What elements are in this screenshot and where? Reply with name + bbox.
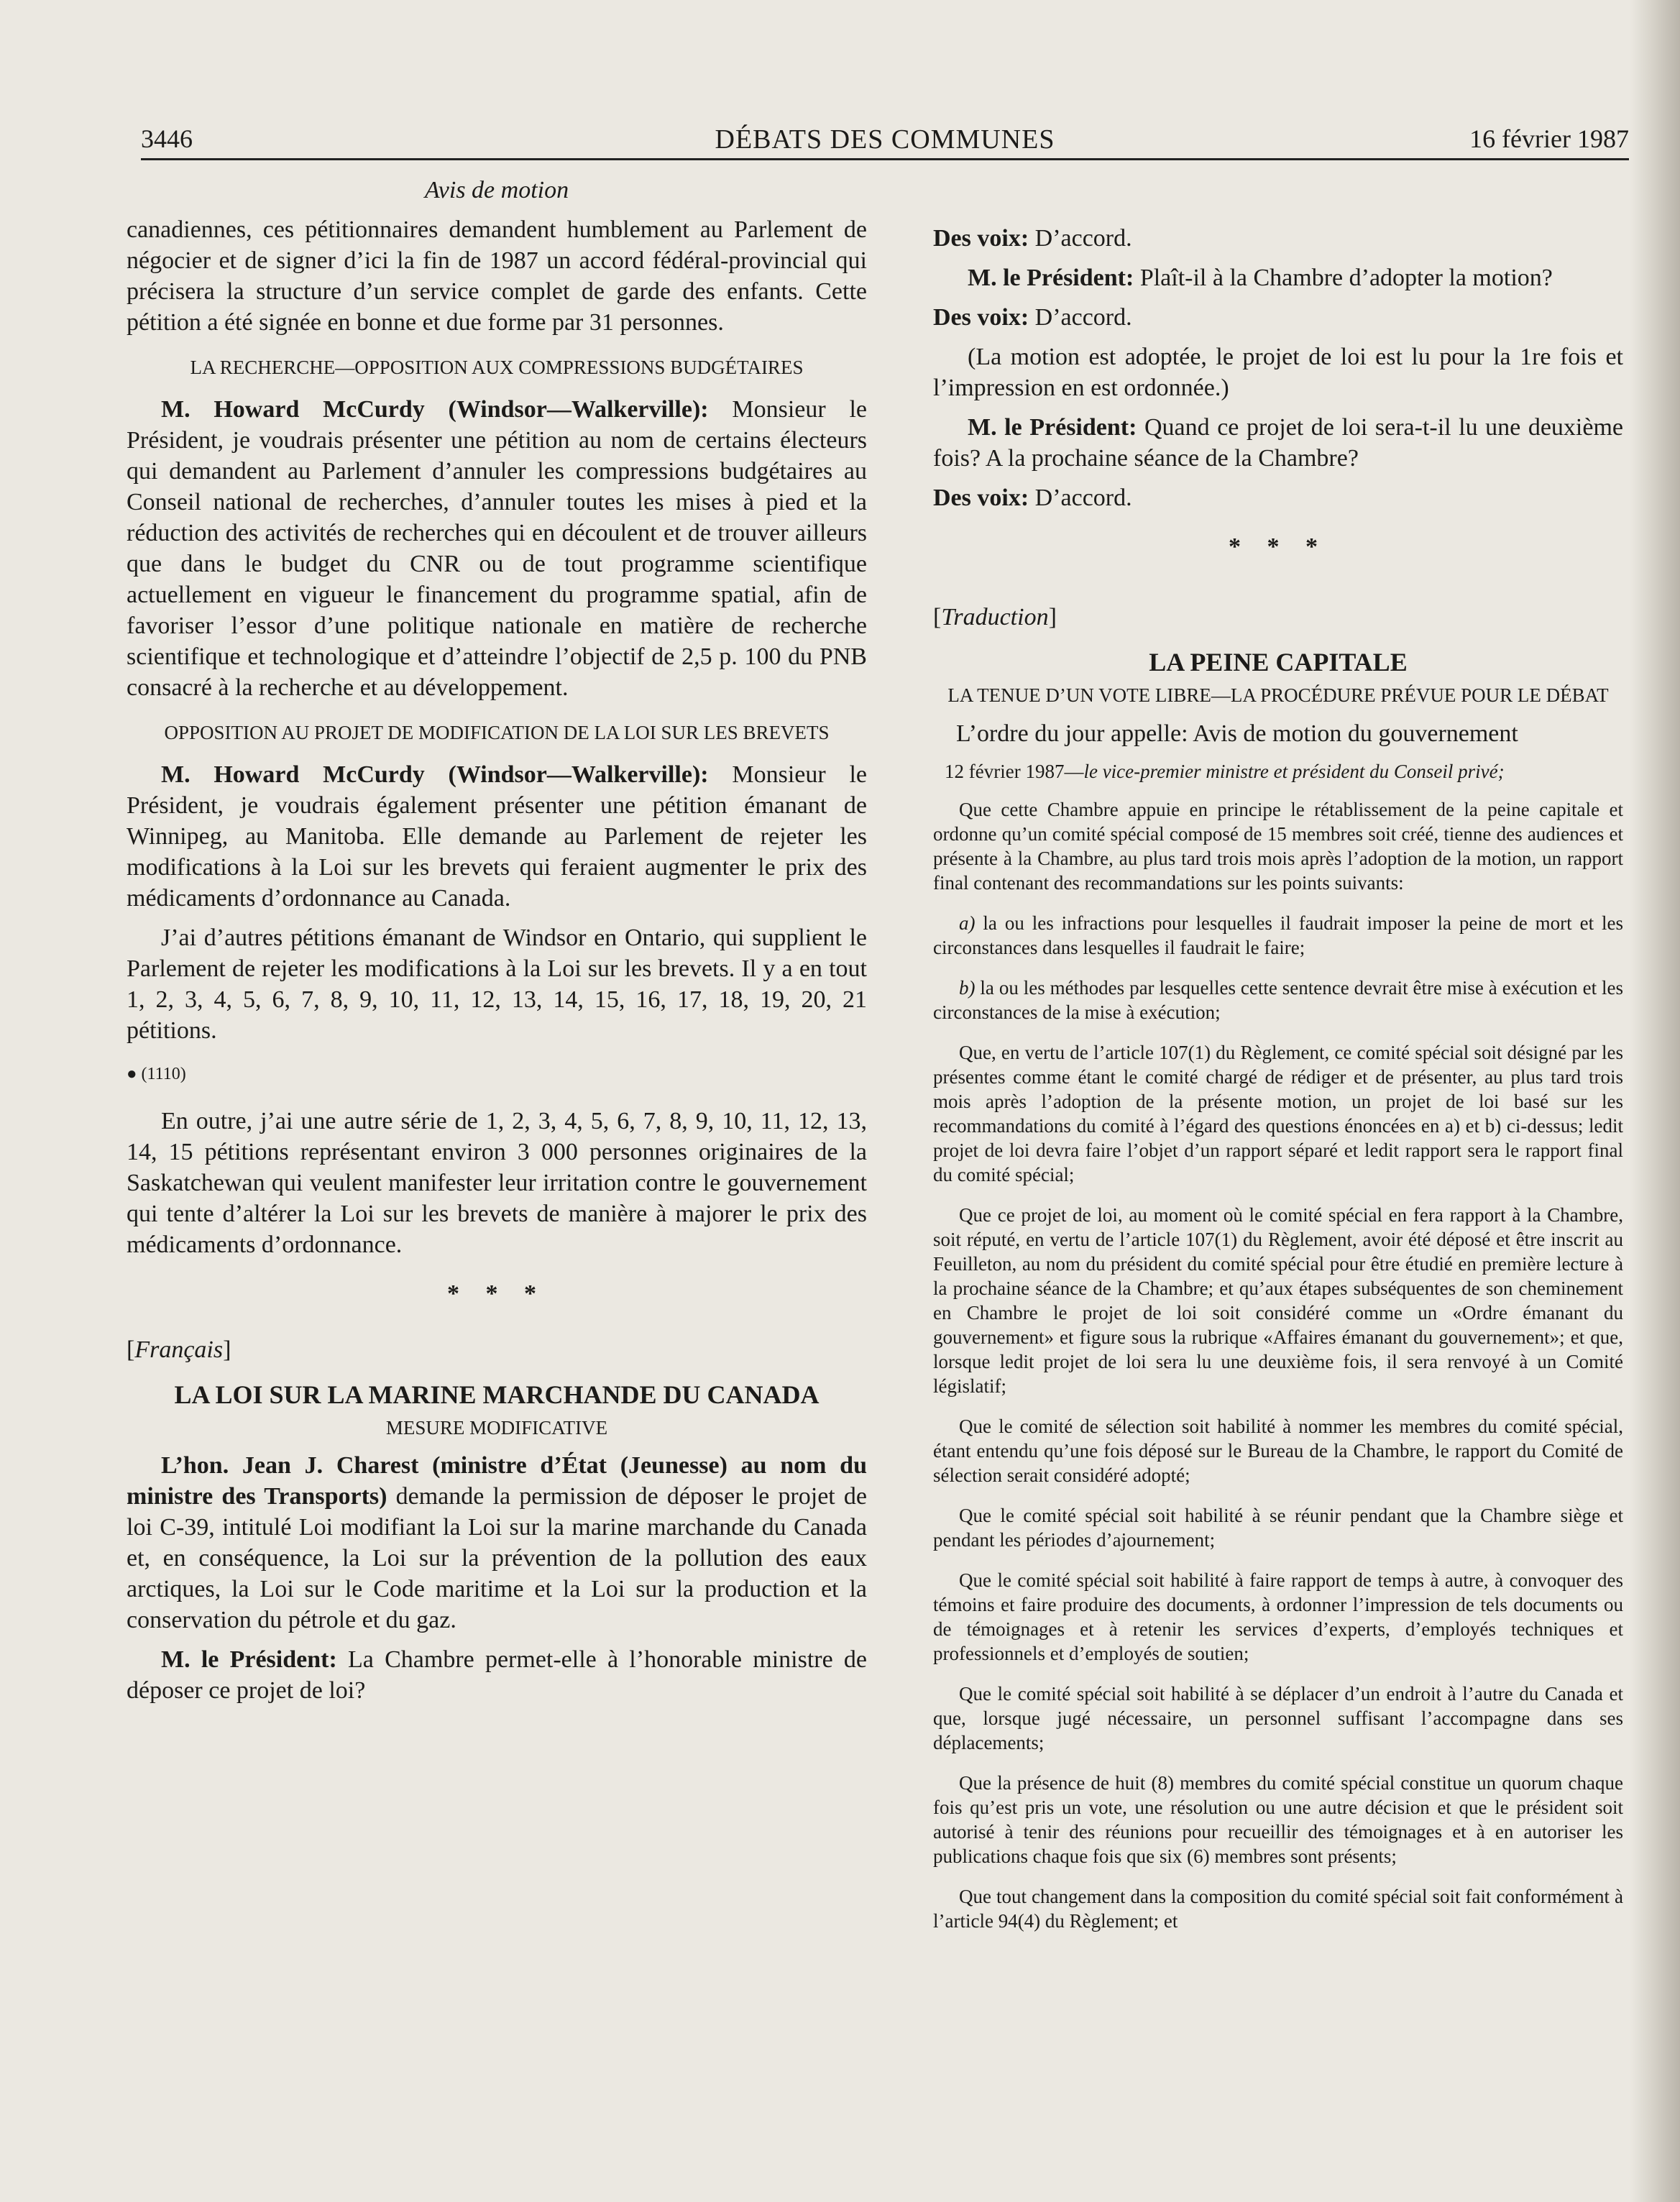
speaker-name: L’hon. Jean J. Charest (ministre d’État (Jeunesse) au nom du ministre des Transports) — [127, 1452, 867, 1510]
right-column — [933, 173, 1623, 2202]
subheading: MESURE MODIFICATIVE — [385, 1417, 608, 1439]
motion-clause: Que le comité spécial soit habilité à faire rapport de temps à autre, à convoquer des témoins et faire produire des documents, à ordonner l’impression de tels documents ou de témoignages et à retenir les services d’experts, d’employés techniques et professionnels et d’employés de soutien; — [933, 1569, 1623, 1664]
time-marker: ● (1110) — [127, 1065, 186, 1083]
page-number: 3446 — [141, 124, 193, 153]
paragraph — [933, 223, 1623, 254]
paragraph — [933, 302, 1623, 333]
paragraph-text: D’accord. — [1029, 485, 1132, 511]
motion-clause: Que tout changement dans la composition du comité spécial soit fait conformément à l’article 94(4) du Règlement; et — [933, 1886, 1623, 1932]
language-tag-text: Traduction — [941, 604, 1049, 630]
subclause-text: la ou les méthodes par lesquelles cette sentence devrait être mise à exécution et les circonstances de la mise à exécution; — [933, 977, 1623, 1023]
language-tag: [Français] — [127, 1336, 231, 1363]
paragraph: J’ai d’autres pétitions émanant de Windsor en Ontario, qui supplient le Parlement de rejeter les modifications à la Loi sur les brevets. Il y a en tout 1, 2, 3, 4, 5, 6, 7, 8, 9, 10, 11, 12, 13, 14, 15, 16, 17, 18, 19, 20, 21 pétitions. — [127, 925, 867, 1044]
paragraph — [933, 482, 1623, 513]
motion-clause: Que le comité de sélection soit habilité à nommer les membres du comité spécial, étant entendu qu’une fois déposé sur le Bureau de la Chambre, le rapport du Comité de sélection serait considéré adopté; — [933, 1416, 1623, 1486]
motion-clause: Que le comité spécial soit habilité à se déplacer d’un endroit à l’autre du Canada et que, lorsque jugé nécessaire, un personnel suffisant l’accompagne dans ses déplacements; — [933, 1683, 1623, 1753]
subclause-letter: a) — [959, 912, 976, 934]
dateline-sponsor: le vice-premier ministre et président du Conseil privé; — [1083, 761, 1505, 782]
language-tag-text: Français — [134, 1336, 224, 1363]
paragraph-text: La Chambre permet-elle à l’honorable ministre de déposer ce projet de loi? — [127, 1646, 867, 1704]
paragraph-text: Plaît-il à la Chambre d’adopter la motion? — [1134, 265, 1553, 291]
paragraph: En outre, j’ai une autre série de 1, 2, 3, 4, 5, 6, 7, 8, 9, 10, 11, 12, 13, 14, 15 pétitions représentant environ 3 000 personnes originaires de la Saskatchewan qui veulent manifester leur irritation contre le gouvernement qui tente d’altérer la Loi sur les brevets de manière à majorer le prix des médicaments d’ordonnance. — [127, 1108, 867, 1258]
paragraph-text: Quand ce projet de loi sera-t-il lu une deuxième fois? A la prochaine séance de la Chambre? — [933, 414, 1623, 472]
motion-subclause — [933, 976, 1623, 1024]
subclause-text: la ou les infractions pour lesquelles il faudrait imposer la peine de mort et les circonstances dans lesquelles il faudrait le faire; — [933, 912, 1623, 958]
paragraph — [127, 394, 867, 703]
paragraph-text: demande la permission de déposer le projet de loi C-39, intitulé Loi modifiant la Loi sur la marine marchande du Canada et, en conséquence, la Loi sur la prévention de la pollution des eaux arctiques, la Loi sur le Code maritime et la Loi sur la production et la conservation du pétrole et du gaz. — [127, 1483, 867, 1633]
motion-dateline — [945, 761, 1623, 783]
dateline-date: 12 février 1987— — [945, 761, 1084, 782]
paragraph: canadiennes, ces pétitionnaires demandent humblement au Parlement de négocier et de signer d’ici la fin de 1987 un accord fédéral-provincial qui précisera la structure d’un service complet de garde des enfants. Cette pétition a été signée en bonne et due forme par 31 personnes. — [127, 216, 867, 336]
paragraph — [127, 759, 867, 914]
section-heading: LA PEINE CAPITALE — [1149, 648, 1408, 676]
paragraph-text: Monsieur le Président, je voudrais également présenter une pétition émanant de Winnipeg, au Manitoba. Elle demande au Parlement de rejeter les modifications à la Loi sur les brevets qui feraient augmenter le prix des médicaments d’ordonnance au Canada. — [127, 761, 867, 912]
language-tag: [Traduction] — [933, 604, 1057, 630]
speaker-name: Des voix: — [933, 225, 1029, 252]
subheading: LA TENUE D’UN VOTE LIBRE—LA PROCÉDURE PRÉVUE POUR LE DÉBAT — [947, 684, 1609, 706]
page-header — [141, 118, 1629, 160]
subclause-letter: b) — [959, 977, 976, 999]
paragraph-text: Monsieur le Président, je voudrais présenter une pétition au nom de certains électeurs qui demandent au Parlement d’annuler les compressions budgétaires au Conseil national de recherches, d’annuler toutes les mises à pied et la réduction des activités de recherches qui en découlent et de trouver ailleurs que dans le budget du CNR ou de tout programme scientifique actuellement en vigueur le financement du programme spatial, afin de favoriser l’essor d’une politique nationale en matière de recherche scientifique et technologique et d’atteindre l’objectif de 2,5 p. 100 du PNB consacré à la recherche et au développement. — [127, 396, 867, 701]
subheading: OPPOSITION AU PROJET DE MODIFICATION DE LA LOI SUR LES BREVETS — [164, 722, 830, 743]
paragraph — [933, 262, 1623, 293]
paragraph — [127, 1644, 867, 1706]
motion-clause: Que la présence de huit (8) membres du comité spécial constitue un quorum chaque fois qu’est pris un vote, une résolution ou une autre décision et que le président soit autorisé à tenir des réunions pour recueillir des témoignages et à en autoriser les publications chaque fois que six (6) membres sont présents; — [933, 1772, 1623, 1867]
speaker-name: M. le Président: — [968, 414, 1137, 441]
paragraph-text: D’accord. — [1029, 225, 1132, 252]
motion-clause: Que, en vertu de l’article 107(1) du Règlement, ce comité spécial soit désigné par les présentes comme étant le comité chargé de rédiger et de présenter, au plus tard trois mois après l’adoption de la présente motion, un projet de loi basé sur les recommandations du comité à l’égard des questions énoncées en a) et b) ci-dessus; ledit projet de loi devra faire l’objet d’un rapport séparé et ledit rapport sera le rapport final du comité spécial; — [933, 1042, 1623, 1185]
speaker-name: M. Howard McCurdy (Windsor—Walkerville): — [161, 396, 709, 423]
speaker-name: M. le Président: — [968, 265, 1134, 291]
speaker-name: M. Howard McCurdy (Windsor—Walkerville): — [161, 761, 709, 788]
order-of-the-day: L’ordre du jour appelle: Avis de motion du gouvernement — [956, 720, 1518, 747]
section-heading: LA LOI SUR LA MARINE MARCHANDE DU CANADA — [174, 1380, 820, 1409]
issue-date: 16 février 1987 — [1469, 124, 1629, 153]
motion-subclause — [933, 911, 1623, 960]
section-divider: * * * — [447, 1280, 546, 1307]
section-runner: Avis de motion — [424, 177, 569, 203]
subheading: LA RECHERCHE—OPPOSITION AUX COMPRESSIONS BUDGÉTAIRES — [190, 357, 804, 378]
publication-title: DÉBATS DES COMMUNES — [715, 124, 1055, 155]
motion-clause: Que cette Chambre appuie en principe le rétablissement de la peine capitale et ordonne qu’un comité spécial composé de 15 membres soit créé, tienne des audiences et présente à la Chambre, au plus tard trois mois après l’adoption de la motion, un rapport final contenant des recommandations sur les points suivants: — [933, 799, 1623, 894]
section-divider: * * * — [1229, 533, 1328, 560]
paragraph-text: D’accord. — [1029, 304, 1132, 331]
speaker-name: Des voix: — [933, 304, 1029, 331]
motion-clause: Que ce projet de loi, au moment où le comité spécial en fera rapport à la Chambre, soit réputé, en vertu de l’article 107(1) du Règlement, avoir été déposé et être inscrit au Feuilleton, au nom du président du comité spécial pour être étudié en première lecture à la prochaine séance de la Chambre; et qu’aux étapes subséquentes de son cheminement en Chambre le projet de loi soit considéré comme un «Ordre émanant du gouvernement» et figure sous la rubrique «Affaires émanant du gouvernement»; et que, lorsque ledit projet de loi sera lu une deuxième fois, il sera renvoyé à un Comité législatif; — [933, 1204, 1623, 1397]
paragraph — [933, 412, 1623, 474]
motion-clause: Que le comité spécial soit habilité à se réunir pendant que la Chambre siège et pendant les périodes d’ajournement; — [933, 1505, 1623, 1551]
left-column — [127, 173, 867, 2202]
speaker-name: Des voix: — [933, 485, 1029, 511]
paragraph — [127, 1450, 867, 1636]
speaker-name: M. le Président: — [161, 1646, 337, 1673]
page-edge-shadow — [1630, 0, 1680, 2202]
paragraph: (La motion est adoptée, le projet de loi est lu pour la 1re fois et l’impression en est ordonnée.) — [933, 344, 1623, 401]
